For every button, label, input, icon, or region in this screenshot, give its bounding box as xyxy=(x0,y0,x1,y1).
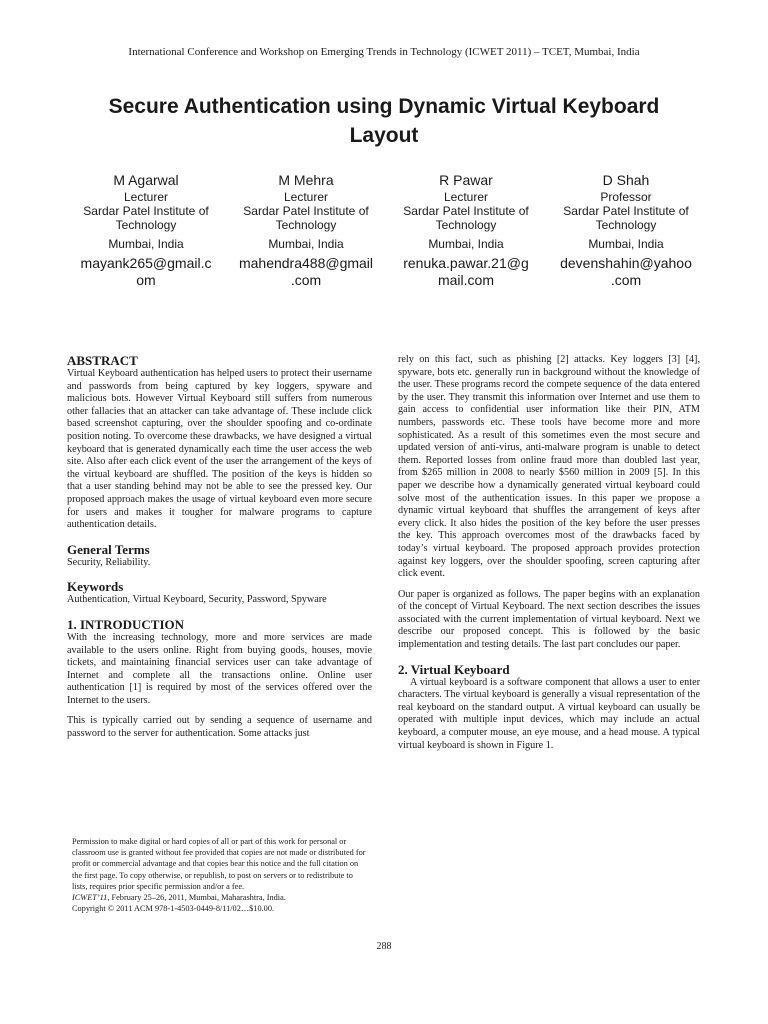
virtual-keyboard-heading: 2. Virtual Keyboard xyxy=(398,661,510,677)
conference-line: ICWET’11, February 25–26, 2011, Mumbai, Maharashtra, India. xyxy=(72,893,286,903)
right-column xyxy=(398,354,700,752)
author-3 xyxy=(386,172,546,289)
introduction-heading: 1. INTRODUCTION xyxy=(67,616,185,632)
left-column xyxy=(67,354,372,741)
permission-text: Permission to make digital or hard copies of all or part of this work for personal or classroom use is granted without fee provided that copies are not made or distributed for profit or commercial advantage and that copies bear this notice and the full citation on the first page. To copy otherwise, or republish, to post on servers or to redistribute to lists, requires prior specific permission and/or a fee. xyxy=(72,837,366,891)
paper-title xyxy=(60,92,708,150)
author-institute: Sardar Patel Institute of xyxy=(243,204,369,218)
abstract-heading: ABSTRACT xyxy=(67,353,138,368)
author-name: D Shah xyxy=(602,172,650,188)
general-terms-text: Security, Reliability. xyxy=(67,556,151,568)
introduction-paragraph-1: With the increasing technology, more and more services are made available to the users online. Right from buying goods, houses, movie tickets, and maintaining financial services user can take advantage of Internet and complete all the transactions online. Online user authentication [1] is required by most of the services offered over the Internet to the users. xyxy=(67,631,372,706)
author-institute: Sardar Patel Institute of xyxy=(563,204,689,218)
author-institute: Sardar Patel Institute of xyxy=(83,204,209,218)
paper-organization-paragraph: Our paper is organized as follows. The paper begins with an explanation of the concept of Virtual Keyboard. The next section describes the issues associated with the current implementation of virtual keyboard. Next we describe our proposed concept. This is followed by the basic implementation and testing details. The last part concludes our paper. xyxy=(398,588,700,651)
conference-header: International Conference and Workshop on Emerging Trends in Technology (ICWET 2011) – TCET, Mumbai, India xyxy=(128,46,640,58)
author-block xyxy=(66,172,706,289)
author-role: Lecturer xyxy=(123,190,169,204)
author-role: Lecturer xyxy=(283,190,329,204)
author-city: Mumbai, India xyxy=(428,237,504,251)
author-city: Mumbai, India xyxy=(268,237,344,251)
author-name: M Agarwal xyxy=(113,172,179,188)
virtual-keyboard-text: A virtual keyboard is a software component that allows a user to enter characters. The virtual keyboard is generally a visual representation of the real keyboard on the standard output. A virtual keyboard can usually be operated with multiple input devices, which may include an actual keyboard, a computer mouse, an eye mouse, and a head mouse. A typical virtual keyboard is shown in Figure 1. xyxy=(398,676,700,751)
author-1 xyxy=(66,172,226,289)
author-email: devenshahin@yahoo .com xyxy=(560,255,692,288)
author-4 xyxy=(546,172,706,289)
author-institute-2: Technology xyxy=(435,218,497,232)
author-name: R Pawar xyxy=(439,172,493,188)
keywords-text: Authentication, Virtual Keyboard, Security, Password, Spyware xyxy=(67,594,327,606)
permission-notice xyxy=(72,836,370,914)
author-city: Mumbai, India xyxy=(588,237,664,251)
general-terms-heading: General Terms xyxy=(67,541,150,557)
author-institute: Sardar Patel Institute of xyxy=(403,204,529,218)
author-city: Mumbai, India xyxy=(108,237,184,251)
copyright-line: Copyright © 2011 ACM 978-1-4503-0449-8/11/02…$10.00. xyxy=(72,904,275,914)
introduction-paragraph-2: This is typically carried out by sending a sequence of username and password to the server for authentication. Some attacks just xyxy=(67,715,372,740)
introduction-continued: rely on this fact, such as phishing [2] attacks. Key loggers [3] [4], spyware, bots etc. generally run in background without the knowledge of the user. These programs record the compete sequence of the data entered by the user. They transmit this information over Internet and use them to gain access to confidential user information like their PIN, ATM numbers, passwords etc. These tools have become more and more sophisticated. As a result of this sometimes even the most secure and updated version of anti-virus, anti-malware program is unable to detect them. Reported losses from online fraud more than doubled last year, from $265 million in 2008 to nearly $560 million in 2009 [5]. In this paper we describe how a dynamically generated virtual keyboard could solve most of the authentication issues. In this paper we propose a dynamic virtual keyboard that shuffles the arrangement of keys after every click. It also hides the position of the key before the user presses the key. This approach overcomes most of the drawbacks faced by today’s virtual keyboard. The proposed approach provides protection against key loggers, over the shoulder spoofing, screen capturing after click event. xyxy=(398,354,700,580)
abstract-text: Virtual Keyboard authentication has helped users to protect their username and passwords from being captured by key loggers, spyware and malicious bots. However Virtual Keyboard still suffers from numerous other fallacies that an attacker can take advantage of. These include click based screenshot capturing, over the shoulder spoofing and co-ordinate position noting. To overcome these drawbacks, we have designed a virtual keyboard that is generated dynamically each time the user access the web site. Also after each click event of the user the arrangement of the keys of the virtual keyboard are shuffled. The position of the keys is hidden so that a user standing behind may not be able to see the pressed key. Our proposed approach makes the usage of virtual keyboard even more secure for users and makes it tougher for malware programs to capture authentication details. xyxy=(67,368,372,531)
title-line-1: Secure Authentication using Dynamic Virtual Keyboard xyxy=(108,95,660,118)
author-role: Lecturer xyxy=(443,190,489,204)
keywords-heading: Keywords xyxy=(67,579,124,595)
author-email: renuka.pawar.21@g mail.com xyxy=(403,255,529,288)
author-role: Professor xyxy=(600,190,652,204)
author-institute-2: Technology xyxy=(275,218,337,232)
title-line-2: Layout xyxy=(349,124,419,147)
author-email: mahendra488@gmail .com xyxy=(238,255,374,288)
author-name: M Mehra xyxy=(278,172,334,188)
author-institute-2: Technology xyxy=(115,218,177,232)
page-number: 288 xyxy=(376,941,392,952)
author-email: mayank265@gmail.c om xyxy=(80,255,212,288)
author-institute-2: Technology xyxy=(595,218,657,232)
author-2 xyxy=(226,172,386,289)
